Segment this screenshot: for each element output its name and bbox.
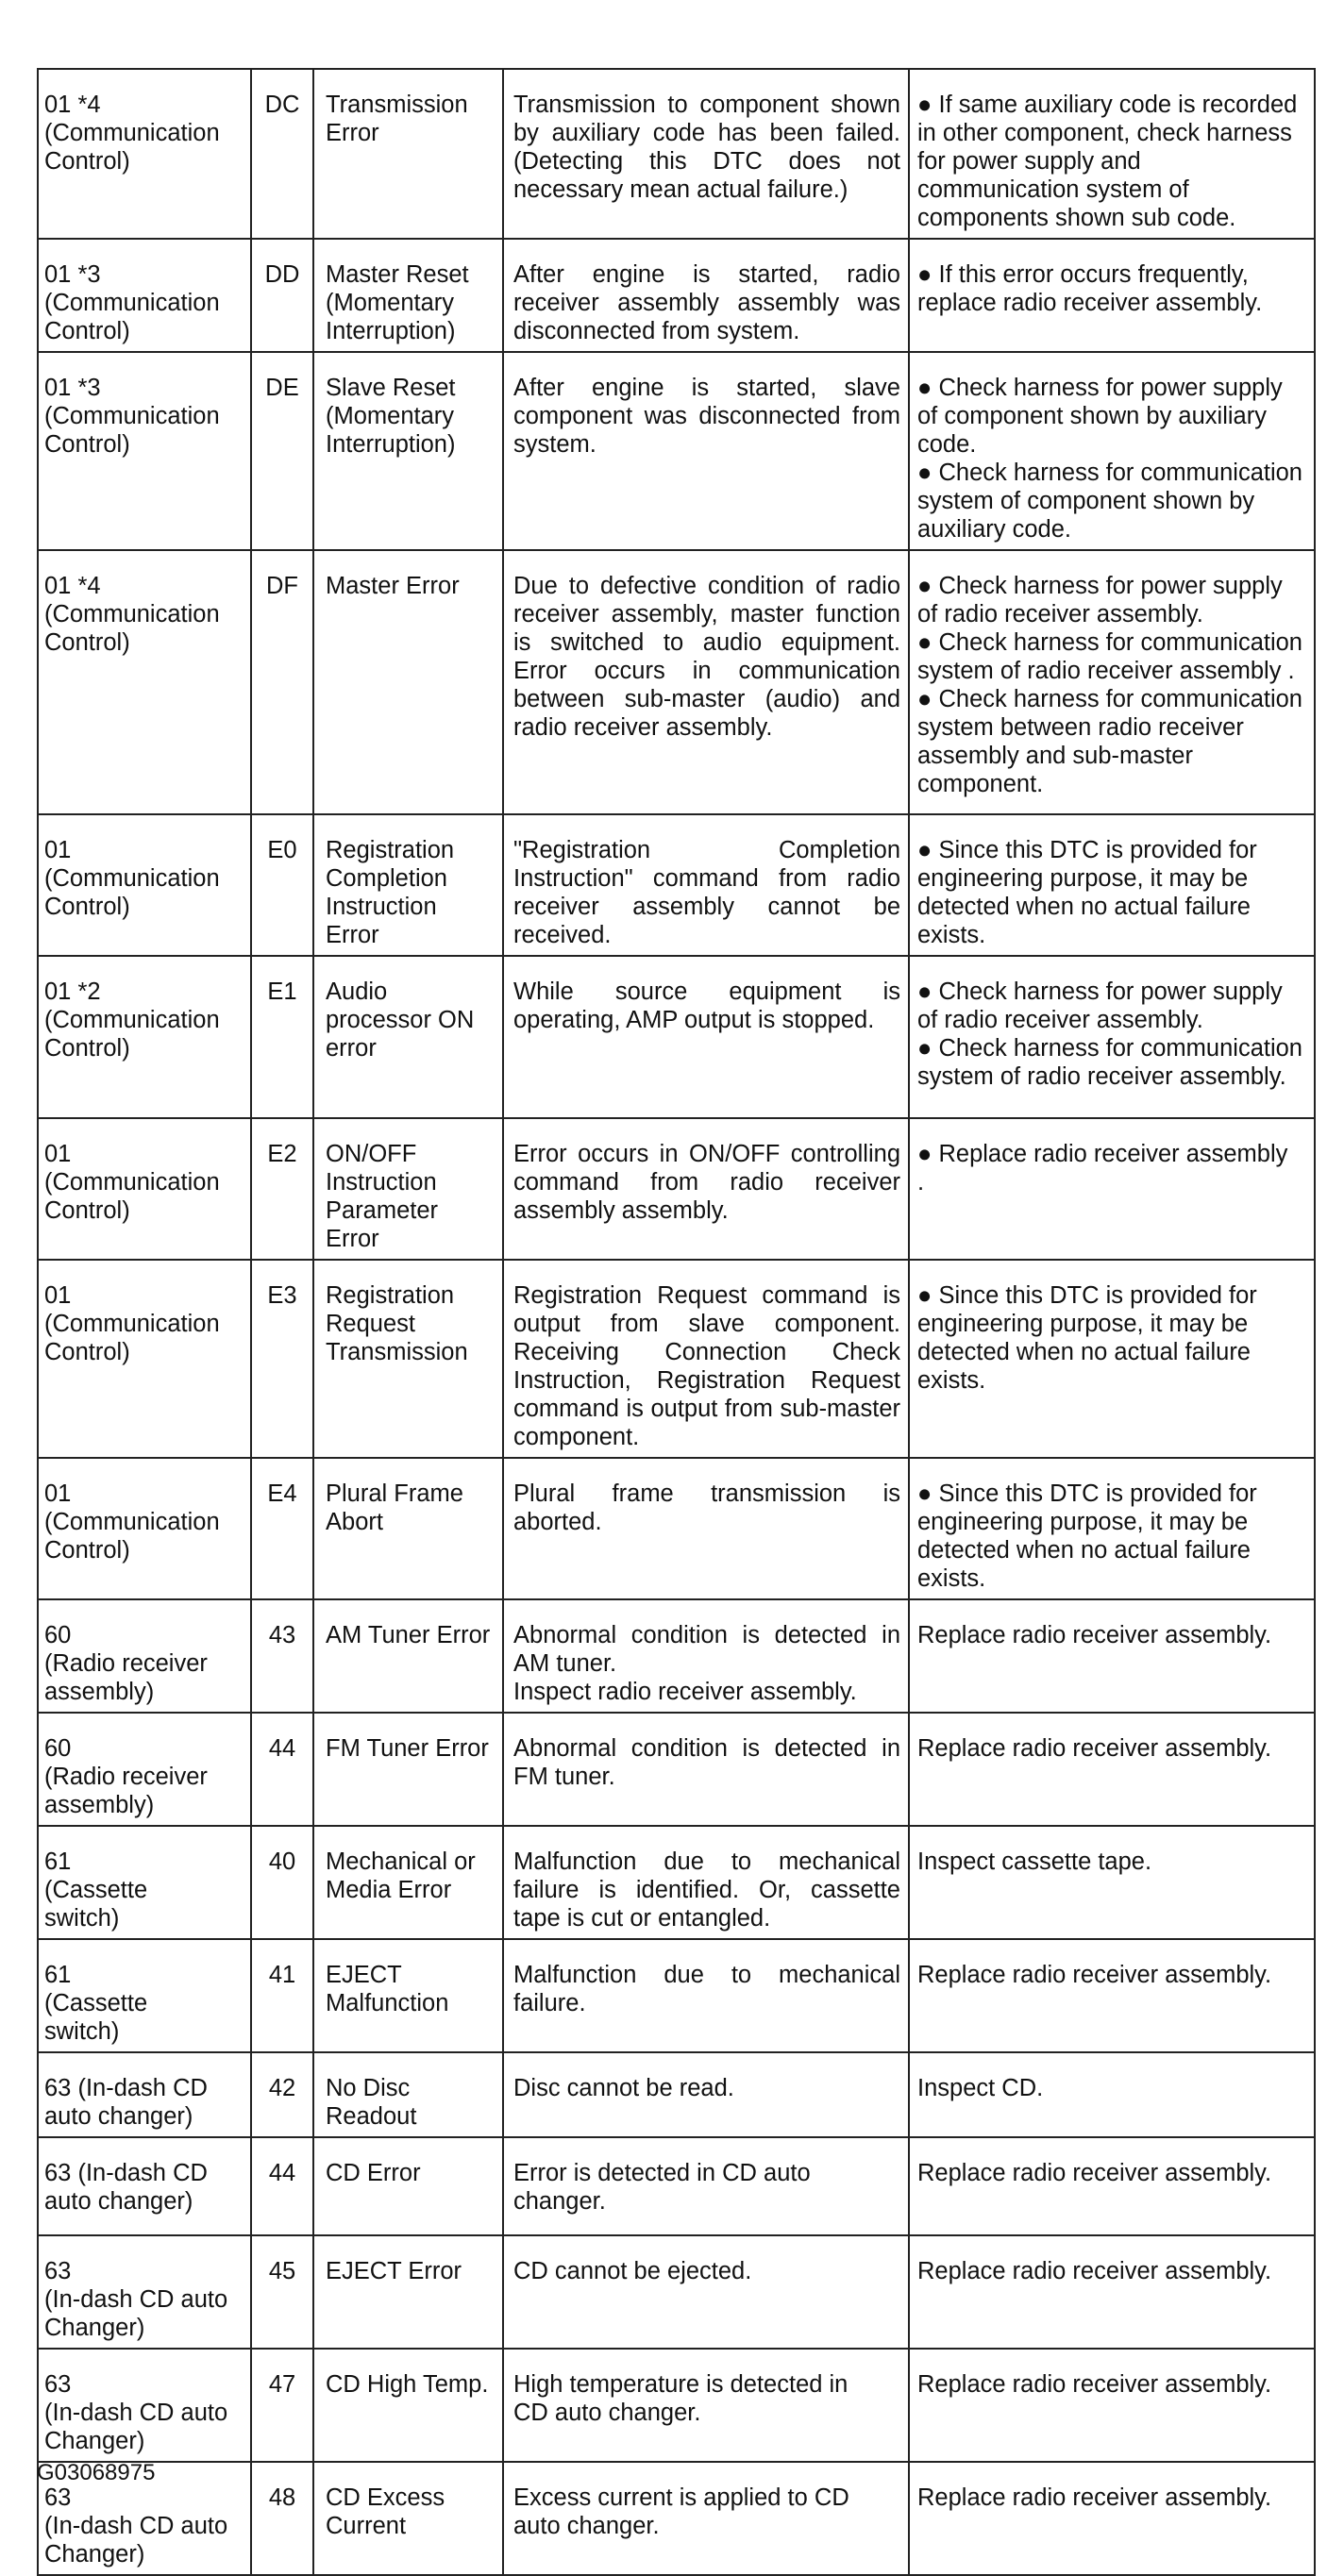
detection-item-cell: Registration Completion Instruction Error	[313, 814, 503, 956]
figure-id: G03068975	[37, 2460, 156, 2485]
component-code-cell: 01 (Communication Control)	[38, 814, 251, 956]
table-row	[38, 2137, 1315, 2235]
trouble-condition-cell: "Registration Completion Instruction" command from radio receiver assembly cannot be received.	[503, 814, 909, 956]
component-code-cell: 63 (In-dash CD auto Changer)	[38, 2349, 251, 2462]
detection-item-cell: Transmission Error	[313, 69, 503, 239]
trouble-area-cell: ● Check harness for power supply of radio receiver assembly. ● Check harness for communication system of radio receiver assembly.	[909, 956, 1315, 1118]
detection-item-cell: FM Tuner Error	[313, 1713, 503, 1826]
trouble-area-cell: Replace radio receiver assembly.	[909, 2235, 1315, 2349]
component-code-cell: 01 (Communication Control)	[38, 1260, 251, 1458]
dtc-code-cell: 48	[251, 2462, 313, 2575]
trouble-condition-cell: After engine is started, slave component was disconnected from system.	[503, 352, 909, 550]
trouble-area-cell: ● Since this DTC is provided for engineering purpose, it may be detected when no actual failure exists.	[909, 1458, 1315, 1599]
table-row	[38, 814, 1315, 956]
dtc-code-cell: DC	[251, 69, 313, 239]
detection-item-cell: ON/OFF Instruction Parameter Error	[313, 1118, 503, 1260]
component-code-cell: 01 *2 (Communication Control)	[38, 956, 251, 1118]
table-row	[38, 2462, 1315, 2575]
trouble-area-cell: ● Since this DTC is provided for engineering purpose, it may be detected when no actual failure exists.	[909, 1260, 1315, 1458]
detection-item-cell: No Disc Readout	[313, 2052, 503, 2137]
dtc-table	[37, 68, 1316, 2576]
table-row	[38, 1260, 1315, 1458]
detection-item-cell: Mechanical or Media Error	[313, 1826, 503, 1939]
trouble-area-cell: Replace radio receiver assembly.	[909, 1939, 1315, 2052]
trouble-condition-cell: Registration Request command is output from slave component. Receiving Connection Check Instruction, Registration Request command is output from sub-master component.	[503, 1260, 909, 1458]
trouble-condition-cell: While source equipment is operating, AMP output is stopped.	[503, 956, 909, 1118]
dtc-code-cell: E2	[251, 1118, 313, 1260]
component-code-cell: 01 *4 (Communication Control)	[38, 69, 251, 239]
table-row	[38, 550, 1315, 814]
trouble-area-cell: ● If this error occurs frequently, replace radio receiver assembly.	[909, 239, 1315, 352]
dtc-code-cell: DE	[251, 352, 313, 550]
trouble-area-cell: Replace radio receiver assembly.	[909, 2137, 1315, 2235]
table-row	[38, 1939, 1315, 2052]
table-row	[38, 1599, 1315, 1713]
dtc-code-cell: 40	[251, 1826, 313, 1939]
trouble-area-cell: Replace radio receiver assembly.	[909, 1599, 1315, 1713]
trouble-area-cell: ● Check harness for power supply of radio receiver assembly. ● Check harness for communication system of radio receiver assembly . ● Check harness for communication system between radio receiver assembly and sub-master component.	[909, 550, 1315, 814]
detection-item-cell: CD Excess Current	[313, 2462, 503, 2575]
component-code-cell: 63 (In-dash CD auto changer)	[38, 2052, 251, 2137]
table-row	[38, 1458, 1315, 1599]
detection-item-cell: CD High Temp.	[313, 2349, 503, 2462]
component-code-cell: 01 *4 (Communication Control)	[38, 550, 251, 814]
dtc-code-cell: DD	[251, 239, 313, 352]
dtc-code-cell: 47	[251, 2349, 313, 2462]
detection-item-cell: Registration Request Transmission	[313, 1260, 503, 1458]
trouble-condition-cell: Transmission to component shown by auxiliary code has been failed. (Detecting this DTC does not necessary mean actual failure.)	[503, 69, 909, 239]
component-code-cell: 61 (Cassette switch)	[38, 1826, 251, 1939]
component-code-cell: 60 (Radio receiver assembly)	[38, 1713, 251, 1826]
component-code-cell: 01 *3 (Communication Control)	[38, 352, 251, 550]
trouble-area-cell: Inspect cassette tape.	[909, 1826, 1315, 1939]
detection-item-cell: Master Error	[313, 550, 503, 814]
trouble-condition-cell: Malfunction due to mechanical failure is identified. Or, cassette tape is cut or entangled.	[503, 1826, 909, 1939]
table-row	[38, 2052, 1315, 2137]
detection-item-cell: Slave Reset (Momentary Interruption)	[313, 352, 503, 550]
table-row	[38, 2349, 1315, 2462]
trouble-area-cell: ● Check harness for power supply of component shown by auxiliary code. ● Check harness for communication system of component shown by auxiliary code.	[909, 352, 1315, 550]
component-code-cell: 63 (In-dash CD auto Changer)	[38, 2235, 251, 2349]
component-code-cell: 60 (Radio receiver assembly)	[38, 1599, 251, 1713]
dtc-code-cell: 45	[251, 2235, 313, 2349]
detection-item-cell: Audio processor ON error	[313, 956, 503, 1118]
trouble-condition-cell: Plural frame transmission is aborted.	[503, 1458, 909, 1599]
dtc-code-cell: 43	[251, 1599, 313, 1713]
dtc-code-cell: E0	[251, 814, 313, 956]
trouble-condition-cell: Disc cannot be read.	[503, 2052, 909, 2137]
component-code-cell: 63 (In-dash CD auto changer)	[38, 2137, 251, 2235]
trouble-condition-cell: Due to defective condition of radio receiver assembly, master function is switched to audio equipment. Error occurs in communication between sub-master (audio) and radio receiver assembly.	[503, 550, 909, 814]
table-row	[38, 2235, 1315, 2349]
trouble-condition-cell: Abnormal condition is detected in FM tuner.	[503, 1713, 909, 1826]
component-code-cell: 01 *3 (Communication Control)	[38, 239, 251, 352]
table-row	[38, 1118, 1315, 1260]
table-row	[38, 352, 1315, 550]
table-row	[38, 239, 1315, 352]
trouble-condition-cell: High temperature is detected in CD auto changer.	[503, 2349, 909, 2462]
dtc-table-body	[38, 69, 1315, 2575]
trouble-condition-cell: Malfunction due to mechanical failure.	[503, 1939, 909, 2052]
trouble-condition-cell: Error occurs in ON/OFF controlling command from radio receiver assembly assembly.	[503, 1118, 909, 1260]
dtc-code-cell: 42	[251, 2052, 313, 2137]
component-code-cell: 01 (Communication Control)	[38, 1118, 251, 1260]
detection-item-cell: AM Tuner Error	[313, 1599, 503, 1713]
trouble-condition-cell: After engine is started, radio receiver assembly assembly was disconnected from system.	[503, 239, 909, 352]
table-row	[38, 1826, 1315, 1939]
trouble-area-cell: Replace radio receiver assembly.	[909, 2462, 1315, 2575]
trouble-area-cell: ● If same auxiliary code is recorded in other component, check harness for power supply and communication system of components shown sub code.	[909, 69, 1315, 239]
dtc-code-cell: DF	[251, 550, 313, 814]
trouble-condition-cell: CD cannot be ejected.	[503, 2235, 909, 2349]
component-code-cell: 01 (Communication Control)	[38, 1458, 251, 1599]
detection-item-cell: Plural Frame Abort	[313, 1458, 503, 1599]
dtc-code-cell: E3	[251, 1260, 313, 1458]
table-row	[38, 69, 1315, 239]
component-code-cell: 61 (Cassette switch)	[38, 1939, 251, 2052]
trouble-condition-cell: Excess current is applied to CD auto changer.	[503, 2462, 909, 2575]
table-row	[38, 1713, 1315, 1826]
dtc-code-cell: 44	[251, 1713, 313, 1826]
trouble-condition-cell: Error is detected in CD auto changer.	[503, 2137, 909, 2235]
dtc-code-cell: 41	[251, 1939, 313, 2052]
dtc-code-cell: E1	[251, 956, 313, 1118]
detection-item-cell: EJECT Malfunction	[313, 1939, 503, 2052]
trouble-area-cell: ● Replace radio receiver assembly .	[909, 1118, 1315, 1260]
dtc-code-cell: E4	[251, 1458, 313, 1599]
component-code-cell: 63 (In-dash CD auto Changer)	[38, 2462, 251, 2575]
trouble-area-cell: ● Since this DTC is provided for engineering purpose, it may be detected when no actual failure exists.	[909, 814, 1315, 956]
detection-item-cell: EJECT Error	[313, 2235, 503, 2349]
trouble-area-cell: Inspect CD.	[909, 2052, 1315, 2137]
detection-item-cell: CD Error	[313, 2137, 503, 2235]
trouble-condition-cell: Abnormal condition is detected in AM tuner. Inspect radio receiver assembly.	[503, 1599, 909, 1713]
detection-item-cell: Master Reset (Momentary Interruption)	[313, 239, 503, 352]
trouble-area-cell: Replace radio receiver assembly.	[909, 2349, 1315, 2462]
trouble-area-cell: Replace radio receiver assembly.	[909, 1713, 1315, 1826]
table-row	[38, 956, 1315, 1118]
dtc-code-cell: 44	[251, 2137, 313, 2235]
